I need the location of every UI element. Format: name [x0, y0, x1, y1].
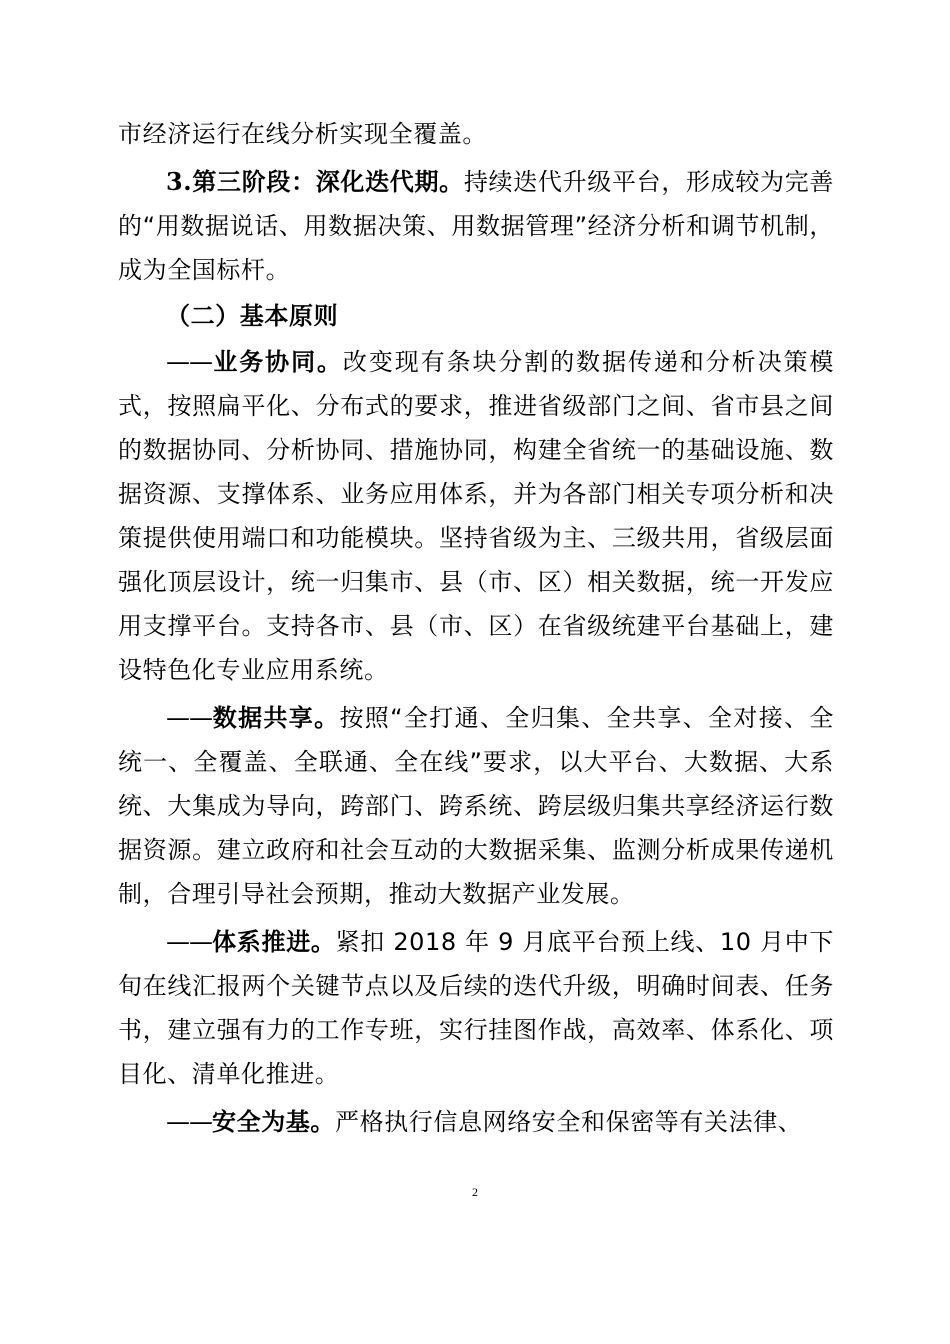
continuation-text: 市经济运行在线分析实现全覆盖。: [118, 120, 487, 148]
principle-body: 严格执行信息网络安全和保密等有关法律、: [335, 1108, 803, 1136]
principle-lead: 数据共享。: [212, 704, 340, 732]
stage3-paragraph: [118, 160, 834, 292]
principle-paragraph-data-sharing: [118, 696, 834, 916]
em-dash: ——: [166, 704, 212, 732]
principle-paragraph-business-collaboration: [118, 340, 834, 692]
stage3-number: 3.: [166, 167, 193, 196]
em-dash: ——: [166, 928, 212, 956]
document-body: [118, 112, 834, 1144]
section-heading-basic-principles: （二）基本原则: [166, 302, 339, 330]
principle-lead: 业务协同。: [212, 348, 343, 376]
principle-body: 紧扣 2018 年 9 月底平台预上线、10 月中下旬在线汇报两个关键节点以及后续的迭代升级，明确时间表、任务书，建立强有力的工作专班，实行挂图作战，高效率、体系化、项目化、清单化推进。: [118, 928, 834, 1088]
principle-lead: 体系推进。: [212, 928, 336, 956]
stage3-lead: 第三阶段：深化迭代期。: [192, 168, 464, 196]
stage3-body: 持续迭代升级平台，形成较为完善的“用数据说话、用数据决策、用数据管理”经济分析和调节机制，成为全国标杆。: [118, 168, 835, 284]
principle-body: 改变现有条块分割的数据传递和分析决策模式，按照扁平化、分布式的要求，推进省级部门之间、省市县之间的数据协同、分析协同、措施协同，构建全省统一的基础设施、数据资源、支撑体系、业务应用体系，并为各部门相关专项分析和决策提供使用端口和功能模块。坚持省级为主、三级共用，省级层面强化顶层设计，统一归集市、县（市、区）相关数据，统一开发应用支撑平台。支持各市、县（市、区）在省级统建平台基础上，建设特色化专业应用系统。: [118, 348, 834, 684]
principle-lead: 安全为基。: [212, 1108, 335, 1136]
em-dash: ——: [166, 1108, 212, 1136]
principle-paragraph-system-advance: [118, 920, 834, 1096]
page-number: 2: [472, 1185, 478, 1199]
principle-body: 按照“全打通、全归集、全共享、全对接、全统一、全覆盖、全联通、全在线”要求，以大平台、大数据、大系统、大集成为导向，跨部门、跨系统、跨层级归集共享经济运行数据资源。建立政府和社会互动的大数据采集、监测分析成果传递机制，合理引导社会预期，推动大数据产业发展。: [118, 704, 835, 908]
principle-paragraph-security: [118, 1100, 834, 1144]
continuation-paragraph: [118, 112, 834, 156]
em-dash: ——: [166, 348, 212, 376]
